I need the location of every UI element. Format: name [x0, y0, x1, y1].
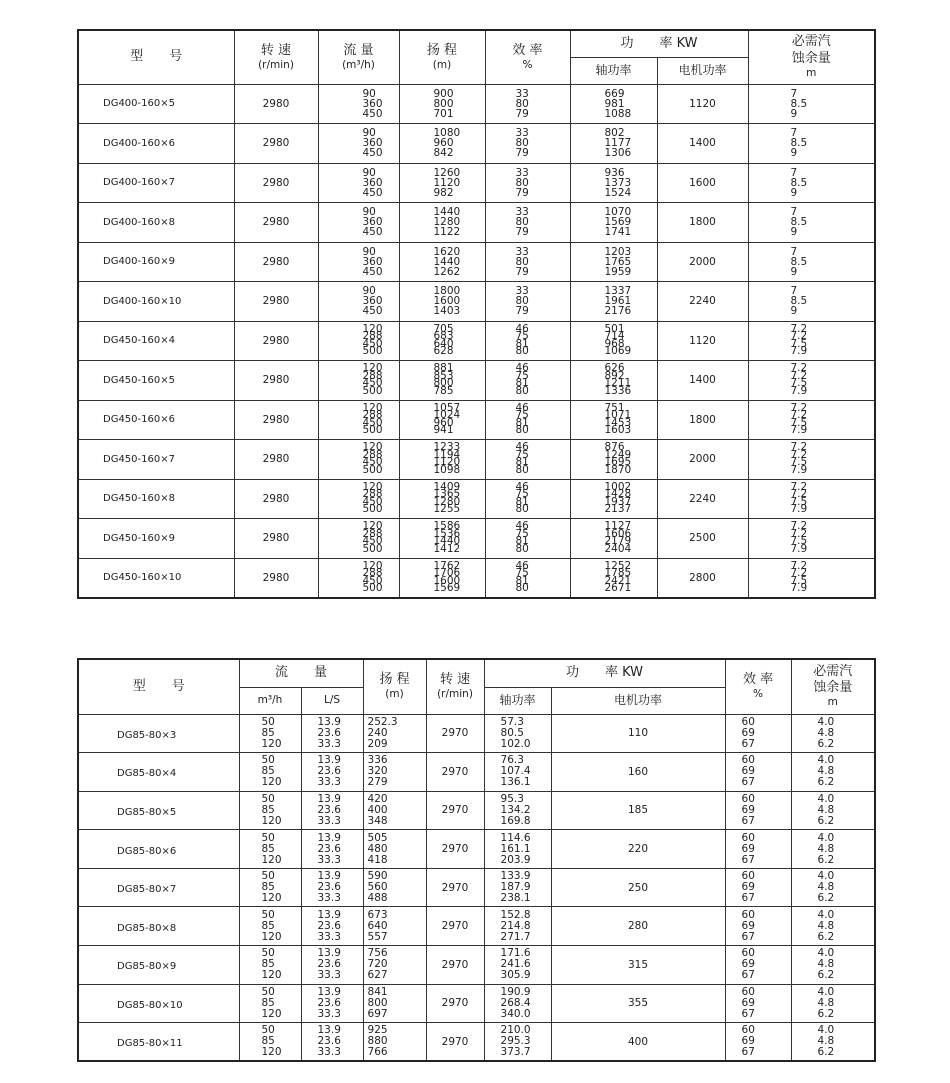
motor-power-cell: 185 [551, 791, 725, 830]
model-cell: DG85-80×9 [78, 946, 239, 985]
header-efficiency: 效 率 % [485, 30, 570, 84]
head-cell: 1233 1194 1120 1098 [399, 440, 485, 480]
shaft-power-cell: 114.6 161.1 203.9 [484, 830, 551, 869]
shaft-power-cell: 210.0 295.3 373.7 [484, 1023, 551, 1062]
flow-cell: 90 360 450 [318, 242, 399, 282]
motor-power-cell: 2800 [657, 558, 748, 598]
speed-cell: 2970 [426, 984, 484, 1023]
model-cell: DG450-160×6 [78, 400, 234, 440]
head-cell: 1586 1536 1440 1412 [399, 519, 485, 559]
efficiency-cell: 33 80 79 [485, 84, 570, 124]
npsh-cell: 7.2 7.2 7.5 7.9 [748, 519, 875, 559]
motor-power-cell: 400 [551, 1023, 725, 1062]
model-cell: DG85-80×3 [78, 714, 239, 753]
table-row [78, 84, 875, 124]
flow-ls-cell: 13.9 23.6 33.3 [301, 946, 363, 985]
table-row [78, 946, 875, 985]
table-row [78, 124, 875, 164]
motor-power-cell: 315 [551, 946, 725, 985]
flow-m3h-cell: 50 85 120 [239, 868, 301, 907]
header-model: 型 号 [78, 30, 234, 84]
efficiency-cell: 60 69 67 [725, 753, 791, 792]
flow-ls-cell: 13.9 23.6 33.3 [301, 791, 363, 830]
motor-power-cell: 280 [551, 907, 725, 946]
efficiency-cell: 60 69 67 [725, 907, 791, 946]
model-cell: DG400-160×9 [78, 242, 234, 282]
table-row [78, 519, 875, 559]
efficiency-cell: 33 80 79 [485, 163, 570, 203]
motor-power-cell: 1120 [657, 321, 748, 361]
shaft-power-cell: 171.6 241.6 305.9 [484, 946, 551, 985]
flow-m3h-cell: 50 85 120 [239, 791, 301, 830]
flow-m3h-cell: 50 85 120 [239, 830, 301, 869]
shaft-power-cell: 1203 1765 1959 [570, 242, 657, 282]
head-cell: 590 560 488 [363, 868, 426, 907]
npsh-cell: 4.0 4.8 6.2 [791, 714, 875, 753]
speed-cell: 2980 [234, 558, 318, 598]
efficiency-cell: 33 80 79 [485, 124, 570, 164]
npsh-cell: 7 8.5 9 [748, 282, 875, 322]
shaft-power-cell: 190.9 268.4 340.0 [484, 984, 551, 1023]
header-motor-power: 电机功率 [657, 57, 748, 84]
head-cell: 1260 1120 982 [399, 163, 485, 203]
header-flow: 流 量 [239, 659, 363, 687]
shaft-power-cell: 751 1071 1453 1603 [570, 400, 657, 440]
npsh-cell: 7.2 7.2 7.5 7.9 [748, 361, 875, 401]
table-row [78, 203, 875, 243]
flow-ls-cell: 13.9 23.6 33.3 [301, 907, 363, 946]
speed-cell: 2980 [234, 203, 318, 243]
table-row [78, 321, 875, 361]
flow-ls-cell: 13.9 23.6 33.3 [301, 753, 363, 792]
header-shaft-power: 轴功率 [570, 57, 657, 84]
shaft-power-cell: 57.3 80.5 102.0 [484, 714, 551, 753]
speed-cell: 2970 [426, 1023, 484, 1062]
npsh-cell: 7.2 7.2 7.5 7.9 [748, 400, 875, 440]
head-cell: 1762 1706 1600 1569 [399, 558, 485, 598]
flow-m3h-cell: 50 85 120 [239, 946, 301, 985]
speed-cell: 2980 [234, 321, 318, 361]
header-head: 扬 程 (m) [399, 30, 485, 84]
table-row [78, 1023, 875, 1062]
speed-cell: 2980 [234, 84, 318, 124]
flow-cell: 120 288 450 500 [318, 321, 399, 361]
shaft-power-cell: 501 714 968 1069 [570, 321, 657, 361]
shaft-power-cell: 626 892 1211 1336 [570, 361, 657, 401]
model-cell: DG450-160×5 [78, 361, 234, 401]
head-cell: 705 683 640 628 [399, 321, 485, 361]
table-row [78, 242, 875, 282]
flow-ls-cell: 13.9 23.6 33.3 [301, 830, 363, 869]
table-row [78, 753, 875, 792]
model-cell: DG85-80×7 [78, 868, 239, 907]
npsh-cell: 4.0 4.8 6.2 [791, 1023, 875, 1062]
flow-ls-cell: 13.9 23.6 33.3 [301, 984, 363, 1023]
shaft-power-cell: 669 981 1088 [570, 84, 657, 124]
efficiency-cell: 46 75 81 80 [485, 321, 570, 361]
efficiency-cell: 60 69 67 [725, 830, 791, 869]
table-row [78, 440, 875, 480]
flow-cell: 120 288 450 500 [318, 440, 399, 480]
flow-cell: 120 288 450 500 [318, 361, 399, 401]
flow-ls-cell: 13.9 23.6 33.3 [301, 714, 363, 753]
shaft-power-cell: 876 1249 1695 1870 [570, 440, 657, 480]
model-cell: DG450-160×4 [78, 321, 234, 361]
flow-m3h-cell: 50 85 120 [239, 907, 301, 946]
flow-cell: 90 360 450 [318, 124, 399, 164]
head-cell: 1800 1600 1403 [399, 282, 485, 322]
head-cell: 1080 960 842 [399, 124, 485, 164]
shaft-power-cell: 1002 1428 1937 2137 [570, 479, 657, 519]
header-power: 功 率 KW [570, 30, 748, 57]
header-power: 功 率 KW [484, 659, 725, 687]
npsh-cell: 7 8.5 9 [748, 242, 875, 282]
speed-cell: 2980 [234, 479, 318, 519]
npsh-cell: 4.0 4.8 6.2 [791, 907, 875, 946]
motor-power-cell: 220 [551, 830, 725, 869]
header-flow-m3h: m³/h [239, 687, 301, 714]
shaft-power-cell: 1127 1606 2179 2404 [570, 519, 657, 559]
flow-m3h-cell: 50 85 120 [239, 1023, 301, 1062]
head-cell: 1620 1440 1262 [399, 242, 485, 282]
efficiency-cell: 60 69 67 [725, 984, 791, 1023]
table-row [78, 907, 875, 946]
npsh-cell: 7 8.5 9 [748, 84, 875, 124]
model-cell: DG400-160×8 [78, 203, 234, 243]
header-flow-ls: L/S [301, 687, 363, 714]
flow-cell: 90 360 450 [318, 282, 399, 322]
table-row [78, 361, 875, 401]
shaft-power-cell: 152.8 214.8 271.7 [484, 907, 551, 946]
flow-cell: 90 360 450 [318, 163, 399, 203]
speed-cell: 2980 [234, 163, 318, 203]
model-cell: DG85-80×8 [78, 907, 239, 946]
head-cell: 1440 1280 1122 [399, 203, 485, 243]
efficiency-cell: 60 69 67 [725, 791, 791, 830]
npsh-cell: 7.2 7.2 7.5 7.9 [748, 440, 875, 480]
speed-cell: 2970 [426, 907, 484, 946]
head-cell: 1409 1365 1280 1255 [399, 479, 485, 519]
header-model: 型 号 [78, 659, 239, 714]
model-cell: DG85-80×10 [78, 984, 239, 1023]
flow-cell: 120 288 450 500 [318, 519, 399, 559]
flow-m3h-cell: 50 85 120 [239, 753, 301, 792]
shaft-power-cell: 936 1373 1524 [570, 163, 657, 203]
motor-power-cell: 1400 [657, 361, 748, 401]
efficiency-cell: 33 80 79 [485, 203, 570, 243]
npsh-cell: 7.2 7.2 7.5 7.9 [748, 479, 875, 519]
npsh-cell: 4.0 4.8 6.2 [791, 946, 875, 985]
motor-power-cell: 110 [551, 714, 725, 753]
table-row [78, 714, 875, 753]
speed-cell: 2970 [426, 791, 484, 830]
shaft-power-cell: 1070 1569 1741 [570, 203, 657, 243]
header-flow: 流 量 (m³/h) [318, 30, 399, 84]
npsh-cell: 4.0 4.8 6.2 [791, 868, 875, 907]
npsh-cell: 7.2 7.2 7.5 7.9 [748, 321, 875, 361]
head-cell: 841 800 697 [363, 984, 426, 1023]
speed-cell: 2970 [426, 714, 484, 753]
model-cell: DG85-80×11 [78, 1023, 239, 1062]
motor-power-cell: 1120 [657, 84, 748, 124]
flow-cell: 90 360 450 [318, 84, 399, 124]
efficiency-cell: 60 69 67 [725, 1023, 791, 1062]
model-cell: DG400-160×5 [78, 84, 234, 124]
efficiency-cell: 60 69 67 [725, 946, 791, 985]
speed-cell: 2980 [234, 519, 318, 559]
model-cell: DG400-160×7 [78, 163, 234, 203]
motor-power-cell: 2500 [657, 519, 748, 559]
flow-cell: 120 288 450 500 [318, 479, 399, 519]
head-cell: 925 880 766 [363, 1023, 426, 1062]
table-row [78, 791, 875, 830]
table-row [78, 830, 875, 869]
motor-power-cell: 1600 [657, 163, 748, 203]
head-cell: 900 800 701 [399, 84, 485, 124]
speed-cell: 2980 [234, 282, 318, 322]
flow-cell: 90 360 450 [318, 203, 399, 243]
header-motor-power: 电机功率 [551, 687, 725, 714]
table-row [78, 984, 875, 1023]
table-row [78, 163, 875, 203]
flow-ls-cell: 13.9 23.6 33.3 [301, 868, 363, 907]
flow-cell: 120 288 450 500 [318, 558, 399, 598]
efficiency-cell: 46 75 81 80 [485, 479, 570, 519]
npsh-cell: 7.2 7.2 7.5 7.9 [748, 558, 875, 598]
head-cell: 420 400 348 [363, 791, 426, 830]
header-speed: 转 速 (r/min) [426, 659, 484, 714]
head-cell: 881 853 800 785 [399, 361, 485, 401]
efficiency-cell: 33 80 79 [485, 242, 570, 282]
npsh-cell: 4.0 4.8 6.2 [791, 830, 875, 869]
speed-cell: 2980 [234, 361, 318, 401]
speed-cell: 2980 [234, 400, 318, 440]
table-row [78, 479, 875, 519]
head-cell: 505 480 418 [363, 830, 426, 869]
efficiency-cell: 60 69 67 [725, 714, 791, 753]
model-cell: DG450-160×8 [78, 479, 234, 519]
header-head: 扬 程 (m) [363, 659, 426, 714]
efficiency-cell: 46 75 81 80 [485, 361, 570, 401]
npsh-cell: 4.0 4.8 6.2 [791, 791, 875, 830]
shaft-power-cell: 1337 1961 2176 [570, 282, 657, 322]
shaft-power-cell: 133.9 187.9 238.1 [484, 868, 551, 907]
speed-cell: 2980 [234, 124, 318, 164]
efficiency-cell: 46 75 81 80 [485, 519, 570, 559]
model-cell: DG400-160×6 [78, 124, 234, 164]
motor-power-cell: 1400 [657, 124, 748, 164]
head-cell: 252.3 240 209 [363, 714, 426, 753]
header-npsh: 必需汽 蚀余量 m [791, 659, 875, 714]
motor-power-cell: 355 [551, 984, 725, 1023]
model-cell: DG85-80×4 [78, 753, 239, 792]
speed-cell: 2980 [234, 440, 318, 480]
flow-cell: 120 288 450 500 [318, 400, 399, 440]
efficiency-cell: 60 69 67 [725, 868, 791, 907]
shaft-power-cell: 802 1177 1306 [570, 124, 657, 164]
npsh-cell: 7 8.5 9 [748, 203, 875, 243]
table-row [78, 282, 875, 322]
header-speed: 转 速 (r/min) [234, 30, 318, 84]
model-cell: DG85-80×6 [78, 830, 239, 869]
speed-cell: 2970 [426, 753, 484, 792]
model-cell: DG85-80×5 [78, 791, 239, 830]
motor-power-cell: 2240 [657, 479, 748, 519]
head-cell: 756 720 627 [363, 946, 426, 985]
motor-power-cell: 250 [551, 868, 725, 907]
efficiency-cell: 46 75 81 80 [485, 400, 570, 440]
pump-spec-table-dg400-dg450 [77, 29, 876, 599]
shaft-power-cell: 1252 1785 2421 2671 [570, 558, 657, 598]
flow-m3h-cell: 50 85 120 [239, 984, 301, 1023]
head-cell: 336 320 279 [363, 753, 426, 792]
model-cell: DG450-160×7 [78, 440, 234, 480]
motor-power-cell: 160 [551, 753, 725, 792]
npsh-cell: 4.0 4.8 6.2 [791, 753, 875, 792]
table-row [78, 868, 875, 907]
motor-power-cell: 1800 [657, 400, 748, 440]
motor-power-cell: 2000 [657, 242, 748, 282]
model-cell: DG450-160×10 [78, 558, 234, 598]
shaft-power-cell: 76.3 107.4 136.1 [484, 753, 551, 792]
speed-cell: 2970 [426, 946, 484, 985]
shaft-power-cell: 95.3 134.2 169.8 [484, 791, 551, 830]
pump-spec-table-dg85 [77, 658, 876, 1062]
speed-cell: 2970 [426, 868, 484, 907]
npsh-cell: 7 8.5 9 [748, 163, 875, 203]
table-row [78, 558, 875, 598]
speed-cell: 2970 [426, 830, 484, 869]
table-row [78, 400, 875, 440]
motor-power-cell: 2240 [657, 282, 748, 322]
efficiency-cell: 33 80 79 [485, 282, 570, 322]
speed-cell: 2980 [234, 242, 318, 282]
efficiency-cell: 46 75 81 80 [485, 440, 570, 480]
flow-ls-cell: 13.9 23.6 33.3 [301, 1023, 363, 1062]
efficiency-cell: 46 75 81 80 [485, 558, 570, 598]
motor-power-cell: 1800 [657, 203, 748, 243]
model-cell: DG400-160×10 [78, 282, 234, 322]
head-cell: 1057 1024 960 941 [399, 400, 485, 440]
header-shaft-power: 轴功率 [484, 687, 551, 714]
flow-m3h-cell: 50 85 120 [239, 714, 301, 753]
npsh-cell: 4.0 4.8 6.2 [791, 984, 875, 1023]
model-cell: DG450-160×9 [78, 519, 234, 559]
motor-power-cell: 2000 [657, 440, 748, 480]
header-npsh: 必需汽 蚀余量 m [748, 30, 875, 84]
head-cell: 673 640 557 [363, 907, 426, 946]
header-efficiency: 效 率 % [725, 659, 791, 714]
npsh-cell: 7 8.5 9 [748, 124, 875, 164]
